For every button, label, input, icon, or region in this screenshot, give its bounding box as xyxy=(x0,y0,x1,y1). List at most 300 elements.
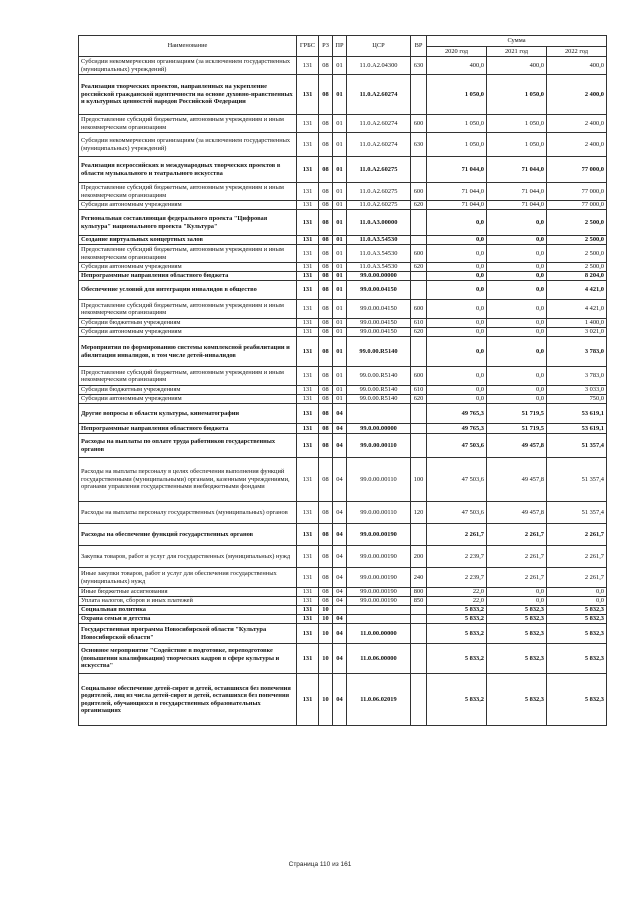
row-csr: 99.0.00.R5140 xyxy=(347,386,411,395)
row-grbs: 131 xyxy=(297,133,319,157)
row-rz: 08 xyxy=(319,337,333,367)
row-grbs: 131 xyxy=(297,300,319,319)
row-pr: 01 xyxy=(333,245,347,263)
row-sum-2021: 5 832,3 xyxy=(487,644,547,674)
row-sum-2022: 2 261,7 xyxy=(547,568,607,588)
row-sum-2020: 49 765,3 xyxy=(427,424,487,434)
row-pr: 04 xyxy=(333,597,347,606)
row-sum-2021: 51 719,5 xyxy=(487,424,547,434)
row-pr: 01 xyxy=(333,337,347,367)
row-pr: 01 xyxy=(333,183,347,201)
row-name: Расходы на обеспечение функций государственных органов xyxy=(79,524,297,546)
row-rz: 08 xyxy=(319,546,333,568)
row-rz: 08 xyxy=(319,328,333,337)
row-sum-2022: 2 261,7 xyxy=(547,546,607,568)
row-pr: 04 xyxy=(333,546,347,568)
row-pr: 04 xyxy=(333,615,347,624)
row-grbs: 131 xyxy=(297,395,319,404)
table-row xyxy=(79,386,607,395)
row-csr: 11.0.A3.00000 xyxy=(347,210,411,236)
row-sum-2020: 2 239,7 xyxy=(427,546,487,568)
header-pr: ПР xyxy=(333,36,347,57)
row-csr: 11.0.A3.54530 xyxy=(347,263,411,272)
row-rz: 08 xyxy=(319,157,333,183)
row-sum-2020: 0,0 xyxy=(427,263,487,272)
row-vr xyxy=(411,75,427,115)
header-vr: ВР xyxy=(411,36,427,57)
row-pr: 01 xyxy=(333,263,347,272)
table-row xyxy=(79,434,607,458)
table-row xyxy=(79,597,607,606)
row-sum-2022: 5 832,3 xyxy=(547,644,607,674)
row-grbs: 131 xyxy=(297,624,319,644)
row-rz: 08 xyxy=(319,588,333,597)
row-sum-2020: 5 833,2 xyxy=(427,644,487,674)
row-sum-2020: 71 044,0 xyxy=(427,157,487,183)
row-sum-2020: 71 044,0 xyxy=(427,201,487,210)
row-vr: 620 xyxy=(411,201,427,210)
row-rz: 08 xyxy=(319,210,333,236)
row-grbs: 131 xyxy=(297,272,319,281)
row-sum-2022: 5 832,3 xyxy=(547,615,607,624)
row-name: Субсидии автономным учреждениям xyxy=(79,395,297,404)
row-grbs: 131 xyxy=(297,434,319,458)
row-sum-2020: 0,0 xyxy=(427,386,487,395)
row-pr: 01 xyxy=(333,133,347,157)
table-row xyxy=(79,424,607,434)
row-csr: 11.0.A2.04300 xyxy=(347,57,411,75)
row-csr: 11.0.A2.60275 xyxy=(347,201,411,210)
row-csr: 11.0.A3.54530 xyxy=(347,236,411,245)
row-pr: 01 xyxy=(333,386,347,395)
row-csr: 99.0.00.00110 xyxy=(347,502,411,524)
row-sum-2021: 0,0 xyxy=(487,263,547,272)
row-csr: 99.0.00.04150 xyxy=(347,328,411,337)
header-name: Наименование xyxy=(79,36,297,57)
row-sum-2022: 8 204,0 xyxy=(547,272,607,281)
row-grbs: 131 xyxy=(297,210,319,236)
row-pr: 04 xyxy=(333,502,347,524)
row-csr: 11.0.A2.60274 xyxy=(347,115,411,133)
row-grbs: 131 xyxy=(297,674,319,726)
row-sum-2020: 5 833,2 xyxy=(427,624,487,644)
table-body xyxy=(79,57,607,726)
row-csr: 11.0.06.00000 xyxy=(347,644,411,674)
row-grbs: 131 xyxy=(297,644,319,674)
row-sum-2021: 5 832,3 xyxy=(487,674,547,726)
table-row xyxy=(79,319,607,328)
table-row xyxy=(79,328,607,337)
table-row xyxy=(79,281,607,300)
row-grbs: 131 xyxy=(297,236,319,245)
row-vr: 850 xyxy=(411,597,427,606)
row-grbs: 131 xyxy=(297,115,319,133)
row-sum-2021: 0,0 xyxy=(487,300,547,319)
row-grbs: 131 xyxy=(297,615,319,624)
table-row xyxy=(79,133,607,157)
row-grbs: 131 xyxy=(297,75,319,115)
table-row xyxy=(79,606,607,615)
row-name: Расходы на выплаты персоналу государственных (муниципальных) органов xyxy=(79,502,297,524)
header-sum: Сумма xyxy=(427,36,607,47)
row-rz: 08 xyxy=(319,57,333,75)
row-sum-2021: 1 050,0 xyxy=(487,75,547,115)
table-header xyxy=(79,36,607,57)
row-sum-2022: 2 400,0 xyxy=(547,133,607,157)
row-rz: 08 xyxy=(319,133,333,157)
row-grbs: 131 xyxy=(297,328,319,337)
row-vr: 610 xyxy=(411,319,427,328)
row-grbs: 131 xyxy=(297,319,319,328)
table-row xyxy=(79,395,607,404)
row-grbs: 131 xyxy=(297,57,319,75)
table-row xyxy=(79,568,607,588)
row-pr: 04 xyxy=(333,674,347,726)
table-row xyxy=(79,588,607,597)
row-pr: 01 xyxy=(333,328,347,337)
row-vr: 600 xyxy=(411,115,427,133)
row-sum-2020: 0,0 xyxy=(427,319,487,328)
row-vr: 630 xyxy=(411,57,427,75)
page-footer: Страница 110 из 161 xyxy=(288,861,352,868)
row-pr: 01 xyxy=(333,395,347,404)
row-rz: 08 xyxy=(319,367,333,386)
row-sum-2021: 400,0 xyxy=(487,57,547,75)
row-sum-2022: 53 619,1 xyxy=(547,424,607,434)
row-grbs: 131 xyxy=(297,597,319,606)
row-vr: 200 xyxy=(411,546,427,568)
budget-table-sheet xyxy=(78,35,606,726)
row-rz: 08 xyxy=(319,458,333,502)
row-pr: 01 xyxy=(333,367,347,386)
row-sum-2022: 2 500,0 xyxy=(547,263,607,272)
table-row xyxy=(79,524,607,546)
row-rz: 08 xyxy=(319,263,333,272)
table-row xyxy=(79,367,607,386)
row-sum-2021: 71 044,0 xyxy=(487,157,547,183)
row-grbs: 131 xyxy=(297,588,319,597)
row-name: Предоставление субсидий бюджетным, автономным учреждениям и иным некоммерческим организациям xyxy=(79,245,297,263)
row-sum-2020: 0,0 xyxy=(427,367,487,386)
row-rz: 08 xyxy=(319,281,333,300)
row-sum-2022: 5 832,3 xyxy=(547,624,607,644)
row-sum-2020: 22,0 xyxy=(427,597,487,606)
row-name: Реализация творческих проектов, направленных на укрепление российской гражданской идентичности на основе духовно-нравственных и культурных ценностей народов Российской Федерации xyxy=(79,75,297,115)
row-sum-2021: 49 457,8 xyxy=(487,502,547,524)
row-csr: 11.0.00.00000 xyxy=(347,624,411,644)
row-csr: 99.0.00.00190 xyxy=(347,524,411,546)
row-rz: 08 xyxy=(319,404,333,424)
row-name: Расходы на выплаты персоналу в целях обеспечения выполнения функций государственными (муниципальными) органами, казенными учреждениями, органами управления государственными внебюджетными фондами xyxy=(79,458,297,502)
row-csr: 99.0.00.00000 xyxy=(347,272,411,281)
row-grbs: 131 xyxy=(297,367,319,386)
row-sum-2021: 5 832,3 xyxy=(487,615,547,624)
header-year-2020: 2020 год xyxy=(427,47,487,57)
row-name: Субсидии автономным учреждениям xyxy=(79,201,297,210)
row-name: Субсидии автономным учреждениям xyxy=(79,328,297,337)
row-sum-2021: 0,0 xyxy=(487,272,547,281)
row-name: Иные бюджетные ассигнования xyxy=(79,588,297,597)
row-name: Непрограммные направления областного бюджета xyxy=(79,272,297,281)
row-vr: 620 xyxy=(411,263,427,272)
row-sum-2021: 2 261,7 xyxy=(487,568,547,588)
row-sum-2022: 3 783,0 xyxy=(547,367,607,386)
row-csr: 11.0.A2.60275 xyxy=(347,157,411,183)
row-rz: 08 xyxy=(319,502,333,524)
row-sum-2021: 1 050,0 xyxy=(487,115,547,133)
row-sum-2020: 2 239,7 xyxy=(427,568,487,588)
row-pr: 04 xyxy=(333,568,347,588)
row-csr: 99.0.00.R5140 xyxy=(347,367,411,386)
row-name: Предоставление субсидий бюджетным, автономным учреждениям и иным некоммерческим организациям xyxy=(79,300,297,319)
row-pr: 04 xyxy=(333,404,347,424)
row-pr: 04 xyxy=(333,434,347,458)
row-pr: 01 xyxy=(333,201,347,210)
row-name: Основное мероприятие "Содействие в подготовке, переподготовке (повышении квалификации) творческих кадров в сфере культуры и искусства" xyxy=(79,644,297,674)
row-sum-2020: 0,0 xyxy=(427,281,487,300)
row-name: Субсидии бюджетным учреждениям xyxy=(79,386,297,395)
row-rz: 08 xyxy=(319,300,333,319)
row-name: Предоставление субсидий бюджетным, автономным учреждениям и иным некоммерческим организациям xyxy=(79,183,297,201)
row-pr: 04 xyxy=(333,458,347,502)
row-name: Предоставление субсидий бюджетным, автономным учреждениям и иным некоммерческим организациям xyxy=(79,367,297,386)
row-csr: 11.0.A2.60275 xyxy=(347,183,411,201)
row-rz: 08 xyxy=(319,424,333,434)
header-rz: РЗ xyxy=(319,36,333,57)
row-sum-2022: 2 500,0 xyxy=(547,210,607,236)
row-grbs: 131 xyxy=(297,404,319,424)
row-rz: 08 xyxy=(319,201,333,210)
row-pr: 01 xyxy=(333,75,347,115)
row-sum-2020: 47 503,6 xyxy=(427,434,487,458)
row-sum-2021: 49 457,8 xyxy=(487,434,547,458)
row-sum-2021: 0,0 xyxy=(487,395,547,404)
row-csr: 99.0.00.00190 xyxy=(347,568,411,588)
row-vr: 600 xyxy=(411,300,427,319)
row-grbs: 131 xyxy=(297,502,319,524)
row-sum-2020: 0,0 xyxy=(427,236,487,245)
row-sum-2020: 0,0 xyxy=(427,300,487,319)
row-sum-2022: 2 500,0 xyxy=(547,245,607,263)
table-row xyxy=(79,546,607,568)
row-sum-2020: 0,0 xyxy=(427,395,487,404)
row-pr: 01 xyxy=(333,236,347,245)
row-sum-2022: 5 832,3 xyxy=(547,606,607,615)
row-csr: 11.0.06.02019 xyxy=(347,674,411,726)
row-sum-2022: 2 400,0 xyxy=(547,75,607,115)
row-grbs: 131 xyxy=(297,386,319,395)
budget-table xyxy=(78,35,607,726)
row-csr: 99.0.00.R5140 xyxy=(347,337,411,367)
row-grbs: 131 xyxy=(297,606,319,615)
row-vr: 600 xyxy=(411,367,427,386)
header-csr: ЦСР xyxy=(347,36,411,57)
table-row xyxy=(79,337,607,367)
row-pr: 01 xyxy=(333,115,347,133)
row-sum-2021: 49 457,8 xyxy=(487,458,547,502)
row-name: Другие вопросы в области культуры, кинематографии xyxy=(79,404,297,424)
row-sum-2020: 47 503,6 xyxy=(427,502,487,524)
row-grbs: 131 xyxy=(297,568,319,588)
row-pr: 04 xyxy=(333,588,347,597)
row-sum-2020: 0,0 xyxy=(427,245,487,263)
row-vr: 120 xyxy=(411,502,427,524)
row-csr: 11.0.A2.60274 xyxy=(347,75,411,115)
row-vr: 100 xyxy=(411,458,427,502)
row-csr xyxy=(347,606,411,615)
row-csr: 99.0.00.04150 xyxy=(347,319,411,328)
row-grbs: 131 xyxy=(297,245,319,263)
row-csr: 99.0.00.00000 xyxy=(347,424,411,434)
row-vr: 600 xyxy=(411,245,427,263)
row-sum-2020: 5 833,2 xyxy=(427,615,487,624)
row-pr: 01 xyxy=(333,281,347,300)
row-vr: 630 xyxy=(411,133,427,157)
row-sum-2020: 0,0 xyxy=(427,337,487,367)
row-sum-2022: 77 000,0 xyxy=(547,183,607,201)
row-vr: 240 xyxy=(411,568,427,588)
row-sum-2021: 2 261,7 xyxy=(487,524,547,546)
row-sum-2021: 0,0 xyxy=(487,281,547,300)
row-sum-2020: 2 261,7 xyxy=(427,524,487,546)
row-pr xyxy=(333,606,347,615)
row-sum-2020: 0,0 xyxy=(427,210,487,236)
row-vr xyxy=(411,272,427,281)
table-row xyxy=(79,624,607,644)
row-sum-2020: 1 050,0 xyxy=(427,115,487,133)
row-sum-2021: 51 719,5 xyxy=(487,404,547,424)
row-name: Охрана семьи и детства xyxy=(79,615,297,624)
row-sum-2022: 51 357,4 xyxy=(547,458,607,502)
row-sum-2022: 3 021,0 xyxy=(547,328,607,337)
table-row xyxy=(79,272,607,281)
row-csr: 99.0.00.00110 xyxy=(347,458,411,502)
row-rz: 08 xyxy=(319,524,333,546)
row-rz: 10 xyxy=(319,606,333,615)
row-csr: 99.0.00.04150 xyxy=(347,300,411,319)
row-rz: 08 xyxy=(319,115,333,133)
row-name: Реализация всероссийских и международных творческих проектов в области музыкального и театрального искусства xyxy=(79,157,297,183)
row-sum-2022: 400,0 xyxy=(547,57,607,75)
row-sum-2020: 0,0 xyxy=(427,272,487,281)
table-row xyxy=(79,458,607,502)
row-sum-2022: 1 400,0 xyxy=(547,319,607,328)
table-row xyxy=(79,245,607,263)
row-vr xyxy=(411,615,427,624)
row-name: Государственная программа Новосибирской области "Культура Новосибирской области" xyxy=(79,624,297,644)
row-sum-2022: 2 261,7 xyxy=(547,524,607,546)
row-sum-2020: 0,0 xyxy=(427,328,487,337)
row-rz: 08 xyxy=(319,568,333,588)
row-vr: 620 xyxy=(411,395,427,404)
row-vr xyxy=(411,606,427,615)
row-pr: 01 xyxy=(333,210,347,236)
row-pr: 04 xyxy=(333,624,347,644)
row-grbs: 131 xyxy=(297,337,319,367)
row-vr xyxy=(411,624,427,644)
row-sum-2022: 3 033,0 xyxy=(547,386,607,395)
row-vr: 610 xyxy=(411,386,427,395)
table-row xyxy=(79,57,607,75)
row-name: Расходы на выплаты по оплате труда работников государственных органов xyxy=(79,434,297,458)
row-rz: 10 xyxy=(319,644,333,674)
row-name: Непрограммные направления областного бюджета xyxy=(79,424,297,434)
row-sum-2022: 2 500,0 xyxy=(547,236,607,245)
row-vr: 620 xyxy=(411,328,427,337)
row-sum-2021: 0,0 xyxy=(487,337,547,367)
row-rz: 08 xyxy=(319,319,333,328)
row-grbs: 131 xyxy=(297,546,319,568)
row-csr: 99.0.00.00190 xyxy=(347,597,411,606)
row-grbs: 131 xyxy=(297,263,319,272)
row-csr: 99.0.00.04150 xyxy=(347,281,411,300)
row-sum-2022: 51 357,4 xyxy=(547,502,607,524)
table-row xyxy=(79,502,607,524)
row-sum-2020: 5 833,2 xyxy=(427,606,487,615)
row-rz: 08 xyxy=(319,183,333,201)
row-csr: 99.0.00.00110 xyxy=(347,434,411,458)
table-row xyxy=(79,263,607,272)
row-grbs: 131 xyxy=(297,183,319,201)
row-sum-2022: 0,0 xyxy=(547,597,607,606)
row-vr xyxy=(411,210,427,236)
row-grbs: 131 xyxy=(297,281,319,300)
row-vr xyxy=(411,674,427,726)
row-sum-2021: 1 050,0 xyxy=(487,133,547,157)
row-rz: 08 xyxy=(319,597,333,606)
row-csr: 11.0.A2.60274 xyxy=(347,133,411,157)
table-row xyxy=(79,210,607,236)
row-sum-2020: 49 765,3 xyxy=(427,404,487,424)
row-rz: 08 xyxy=(319,245,333,263)
row-csr: 99.0.00.R5140 xyxy=(347,395,411,404)
row-sum-2021: 0,0 xyxy=(487,319,547,328)
row-vr xyxy=(411,524,427,546)
row-vr xyxy=(411,644,427,674)
row-rz: 08 xyxy=(319,236,333,245)
row-name: Мероприятия по формированию системы комплексной реабилитации и абилитации инвалидов, в том числе детей-инвалидов xyxy=(79,337,297,367)
row-sum-2021: 0,0 xyxy=(487,386,547,395)
row-name: Обеспечение условий для интеграции инвалидов в общество xyxy=(79,281,297,300)
row-sum-2021: 0,0 xyxy=(487,367,547,386)
row-rz: 10 xyxy=(319,674,333,726)
row-name: Социальное обеспечение детей-сирот и детей, оставшихся без попечения родителей, лиц из числа детей-сирот и детей, оставшихся без попечения родителей, обучающихся в государственных образовательных организациях xyxy=(79,674,297,726)
row-rz: 10 xyxy=(319,624,333,644)
row-pr: 04 xyxy=(333,424,347,434)
header-grbs: ГРБС xyxy=(297,36,319,57)
row-rz: 08 xyxy=(319,434,333,458)
row-sum-2021: 71 044,0 xyxy=(487,201,547,210)
row-csr: 11.0.A3.54530 xyxy=(347,245,411,263)
table-row xyxy=(79,115,607,133)
row-sum-2021: 0,0 xyxy=(487,210,547,236)
row-csr: 99.0.00.00190 xyxy=(347,588,411,597)
row-rz: 08 xyxy=(319,272,333,281)
row-sum-2021: 5 832,3 xyxy=(487,606,547,615)
table-row xyxy=(79,674,607,726)
row-sum-2020: 1 050,0 xyxy=(427,133,487,157)
table-row xyxy=(79,75,607,115)
header-year-2022: 2022 год xyxy=(547,47,607,57)
row-pr: 04 xyxy=(333,644,347,674)
row-name: Субсидии некоммерческим организациям (за исключением государственных (муниципальных) учреждений) xyxy=(79,57,297,75)
table-row xyxy=(79,201,607,210)
row-sum-2020: 47 503,6 xyxy=(427,458,487,502)
row-name: Уплата налогов, сборов и иных платежей xyxy=(79,597,297,606)
table-row xyxy=(79,157,607,183)
row-pr: 01 xyxy=(333,157,347,183)
row-rz: 08 xyxy=(319,395,333,404)
